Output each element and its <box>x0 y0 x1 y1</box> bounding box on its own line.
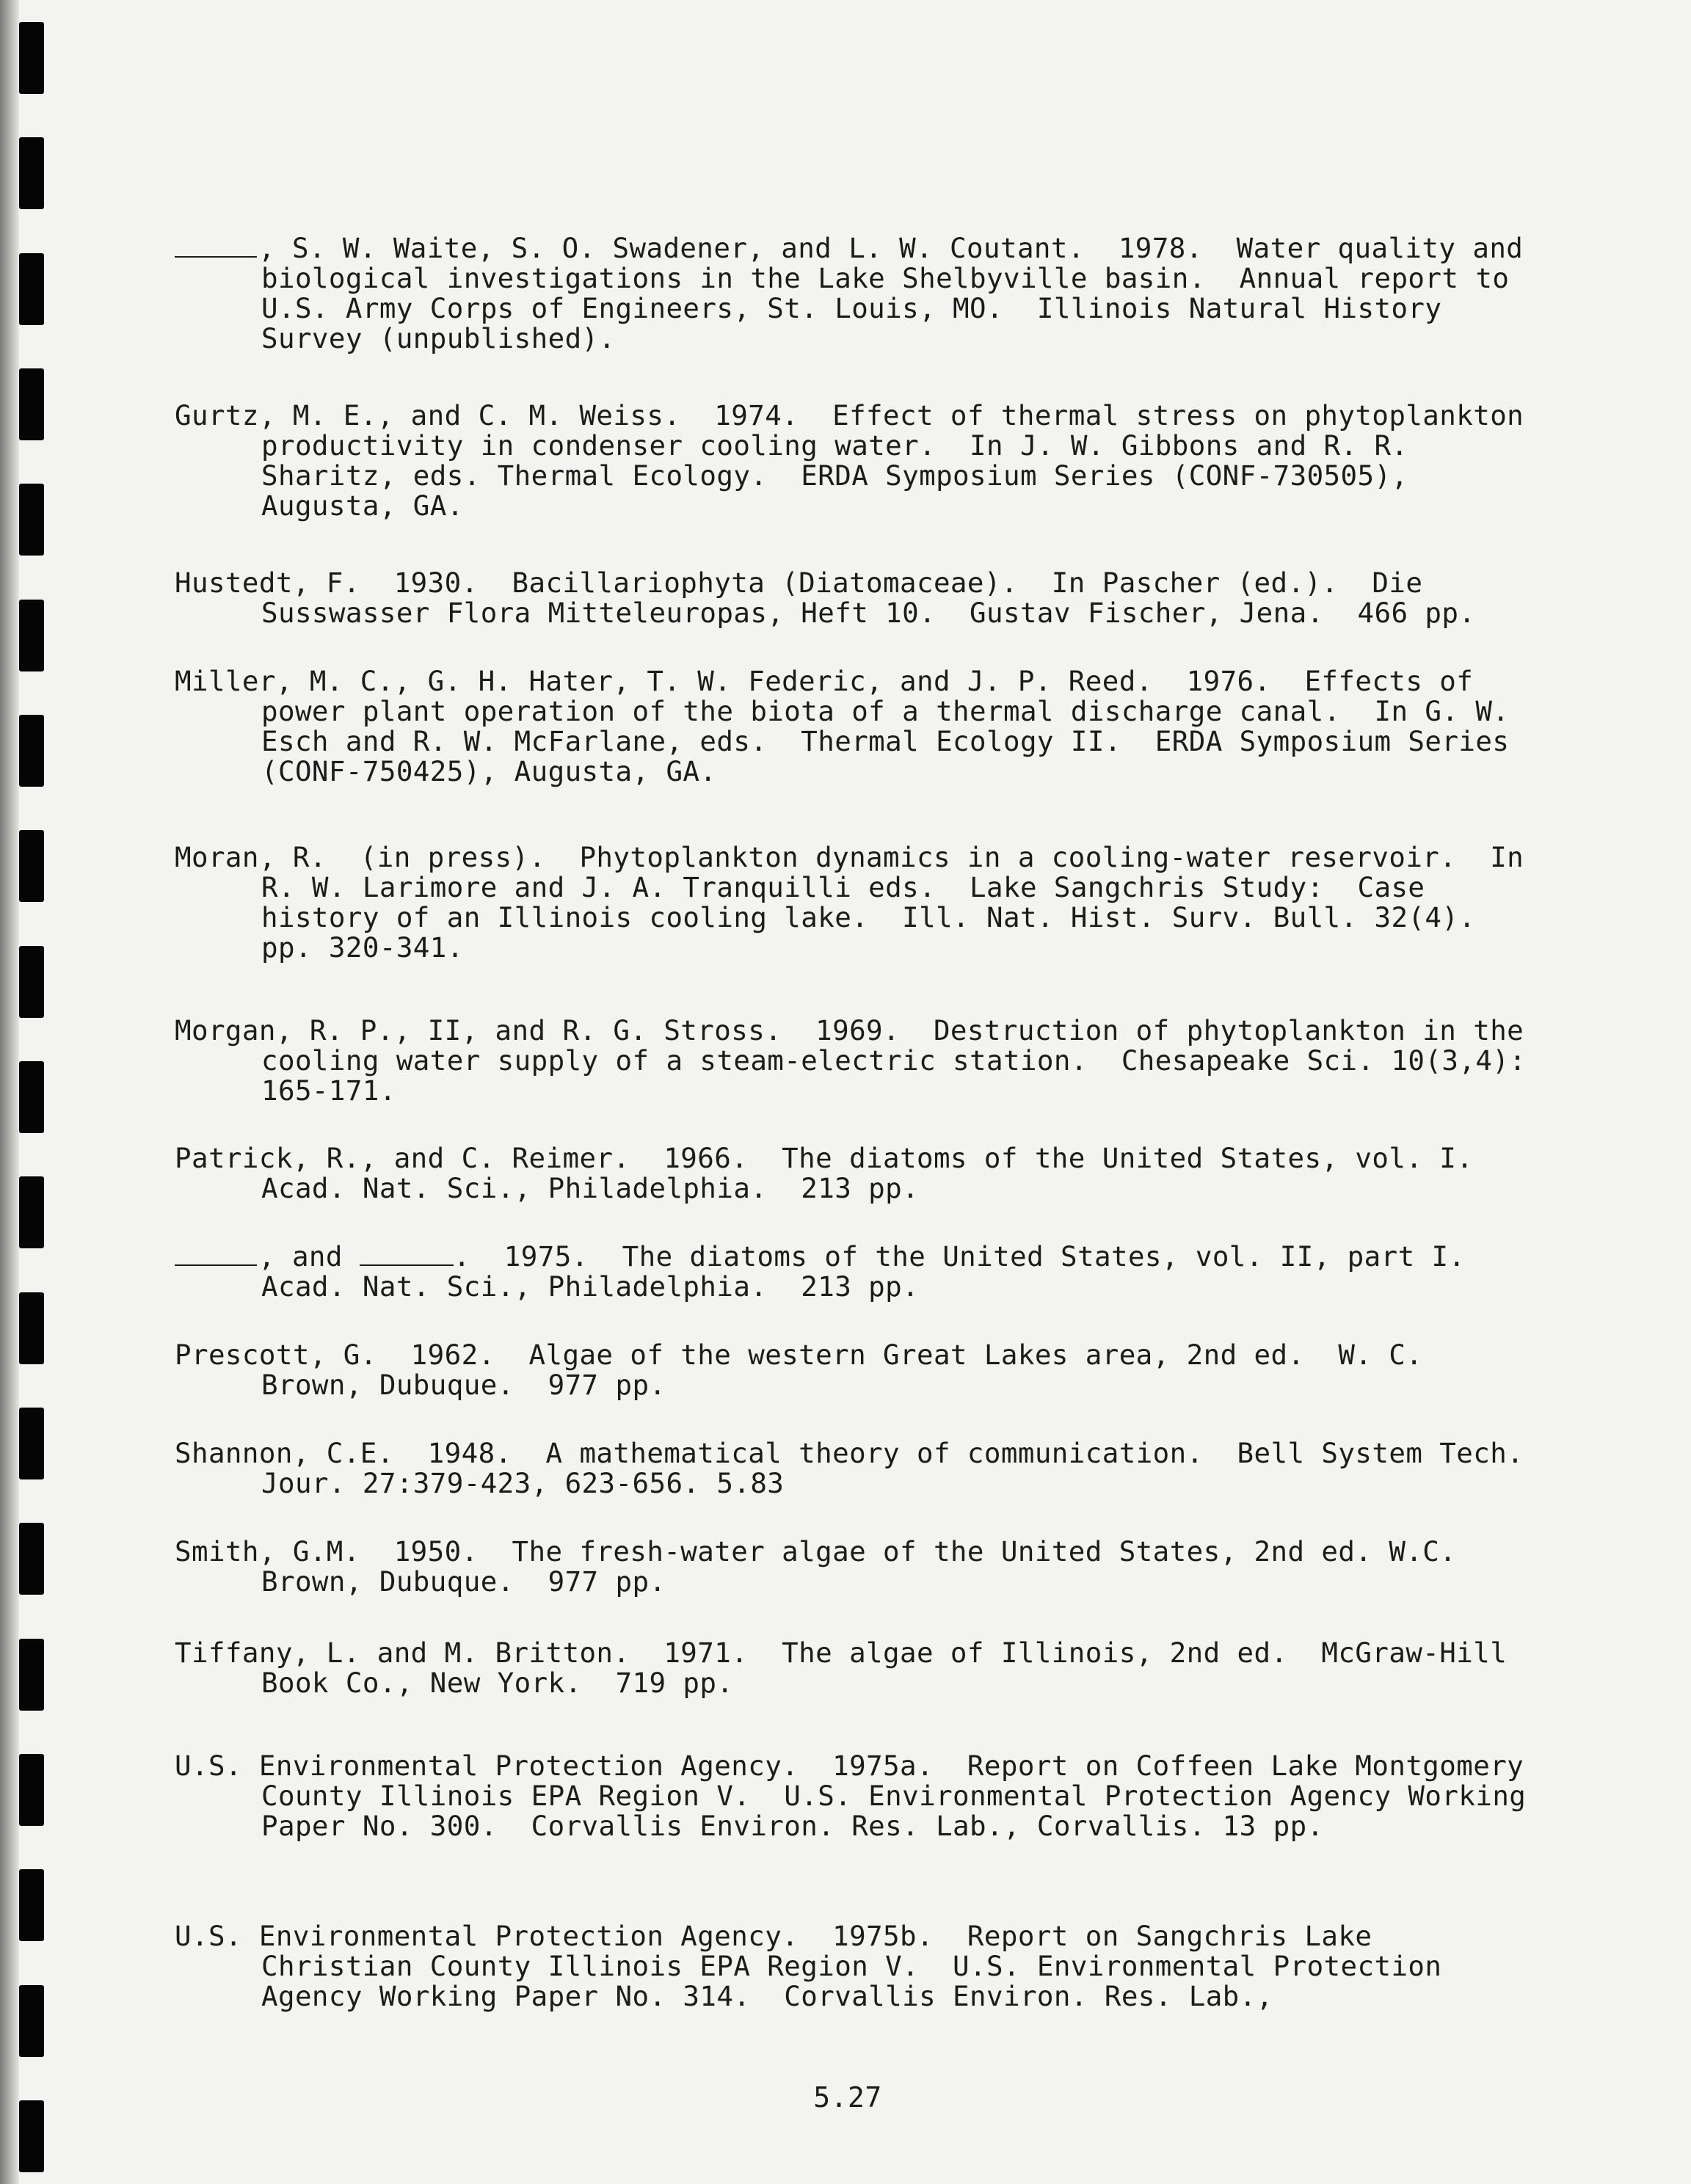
reference-text: Hustedt, F. 1930. Bacillariophyta (Diatomaceae). In Pascher (ed.). Die Susswasser Flora Mitteleuropas, Heft 10. Gustav Fischer, Jena. 466 pp. <box>175 567 1476 629</box>
binder-hole <box>19 1639 44 1711</box>
reference-text: Shannon, C.E. 1948. A mathematical theory of communication. Bell System Tech. Jour. 27:379-423, 623-656. 5.83 <box>175 1437 1541 1499</box>
reference-entry-shannon-1948 <box>175 1438 1540 1499</box>
author-repeat-rule <box>175 237 257 258</box>
reference-text-part-b: . 1975. The diatoms of the United States, vol. II, part I. Acad. Nat. Sci., Philadelphia. 213 pp. <box>261 1240 1483 1303</box>
reference-text: U.S. Environmental Protection Agency. 1975a. Report on Coffeen Lake Montgomery County Illinois EPA Region V. U.S. Environmental Protection Agency Working Paper No. 300. Corvallis Environ. Res. Lab., Corvallis. 13 pp. <box>175 1750 1543 1842</box>
reference-entry-hustedt-1930 <box>175 568 1540 628</box>
reference-entry-usepa-1975a <box>175 1750 1543 1842</box>
binder-hole <box>19 1408 44 1479</box>
page-number: 5.27 <box>813 2081 882 2114</box>
reference-entry-usepa-1975b <box>175 1921 1540 2012</box>
binder-hole <box>19 1985 44 2057</box>
reference-entry-smith-1950 <box>175 1537 1540 1597</box>
reference-entry-gurtz-1974 <box>175 401 1540 521</box>
reference-entry-prescott-1962 <box>175 1340 1540 1400</box>
binder-hole <box>19 715 44 787</box>
binder-hole <box>19 1292 44 1364</box>
reference-text: Morgan, R. P., II, and R. G. Stross. 1969. Destruction of phytoplankton in the cooling water supply of a steam-electric station. Chesapeake Sci. 10(3,4): 165-171. <box>175 1014 1543 1107</box>
reference-entry-patrick-1966 <box>175 1143 1540 1204</box>
reference-entry-morgan-1969 <box>175 1014 1543 1107</box>
binder-hole <box>19 1061 44 1133</box>
reference-text: Patrick, R., and C. Reimer. 1966. The diatoms of the United States, vol. I. Acad. Nat. Sci., Philadelphia. 213 pp. <box>175 1142 1491 1204</box>
binder-hole <box>19 1523 44 1595</box>
reference-entry-patrick-1975 <box>175 1242 1540 1302</box>
reference-text: Moran, R. (in press). Phytoplankton dynamics in a cooling-water reservoir. In R. W. Larimore and J. A. Tranquilli eds. Lake Sangchris Study: Case history of an Illinois cooling lake. Ill. Nat. Hist. Surv. Bull. 32(4). pp. 320-341. <box>175 841 1541 964</box>
reference-entry-miller-1976 <box>175 666 1540 787</box>
binder-hole <box>19 368 44 440</box>
binder-hole <box>19 22 44 94</box>
reference-text: Prescott, G. 1962. Algae of the western Great Lakes area, 2nd ed. W. C. Brown, Dubuque. 977 pp. <box>175 1339 1440 1401</box>
coauthor-repeat-rule <box>360 1245 454 1266</box>
reference-text: Gurtz, M. E., and C. M. Weiss. 1974. Effect of thermal stress on phytoplankton productivity in condenser cooling water. In J. W. Gibbons and R. R. Sharitz, eds. Thermal Ecology. ERDA Symposium Series (CONF-730505), Augusta, GA. <box>175 399 1541 522</box>
binder-hole <box>19 2100 44 2172</box>
binder-holes <box>19 22 48 2172</box>
binder-hole <box>19 600 44 671</box>
reference-text: Smith, G.M. 1950. The fresh-water algae of the United States, 2nd ed. W.C. Brown, Dubuque. 977 pp. <box>175 1535 1474 1598</box>
binder-hole <box>19 1869 44 1941</box>
reference-entry-waite-1978 <box>175 233 1540 354</box>
reference-entry-tiffany-1971 <box>175 1638 1540 1698</box>
reference-text: , S. W. Waite, S. O. Swadener, and L. W. Coutant. 1978. Water quality and biological investigations in the Lake Shelbyville basin. Annual report to U.S. Army Corps of Engineers, St. Louis, MO. Illinois Natural History Survey (unpublished). <box>258 232 1541 354</box>
reference-entry-moran-press <box>175 842 1540 963</box>
reference-text: Tiffany, L. and M. Britton. 1971. The algae of Illinois, 2nd ed. McGraw-Hill Book Co., New York. 719 pp. <box>175 1637 1524 1699</box>
binder-hole <box>19 830 44 902</box>
binder-hole <box>19 946 44 1018</box>
reference-text: Miller, M. C., G. H. Hater, T. W. Federic, and J. P. Reed. 1976. Effects of power plant operation of the biota of a thermal discharge canal. In G. W. Esch and R. W. McFarlane, eds. Thermal Ecology II. ERDA Symposium Series (CONF-750425), Augusta, GA. <box>175 665 1527 787</box>
binder-hole <box>19 253 44 325</box>
reference-text-part-a: , and <box>258 1240 360 1273</box>
binder-hole <box>19 1176 44 1248</box>
binder-hole <box>19 137 44 209</box>
scan-left-edge <box>0 0 19 2184</box>
binder-hole <box>19 1754 44 1826</box>
binder-hole <box>19 484 44 556</box>
author-repeat-rule <box>175 1245 257 1266</box>
reference-text: U.S. Environmental Protection Agency. 1975b. Report on Sangchris Lake Christian County Illinois EPA Region V. U.S. Environmental Protection Agency Working Paper No. 314. Corvallis Environ. Res. Lab., <box>175 1920 1459 2012</box>
